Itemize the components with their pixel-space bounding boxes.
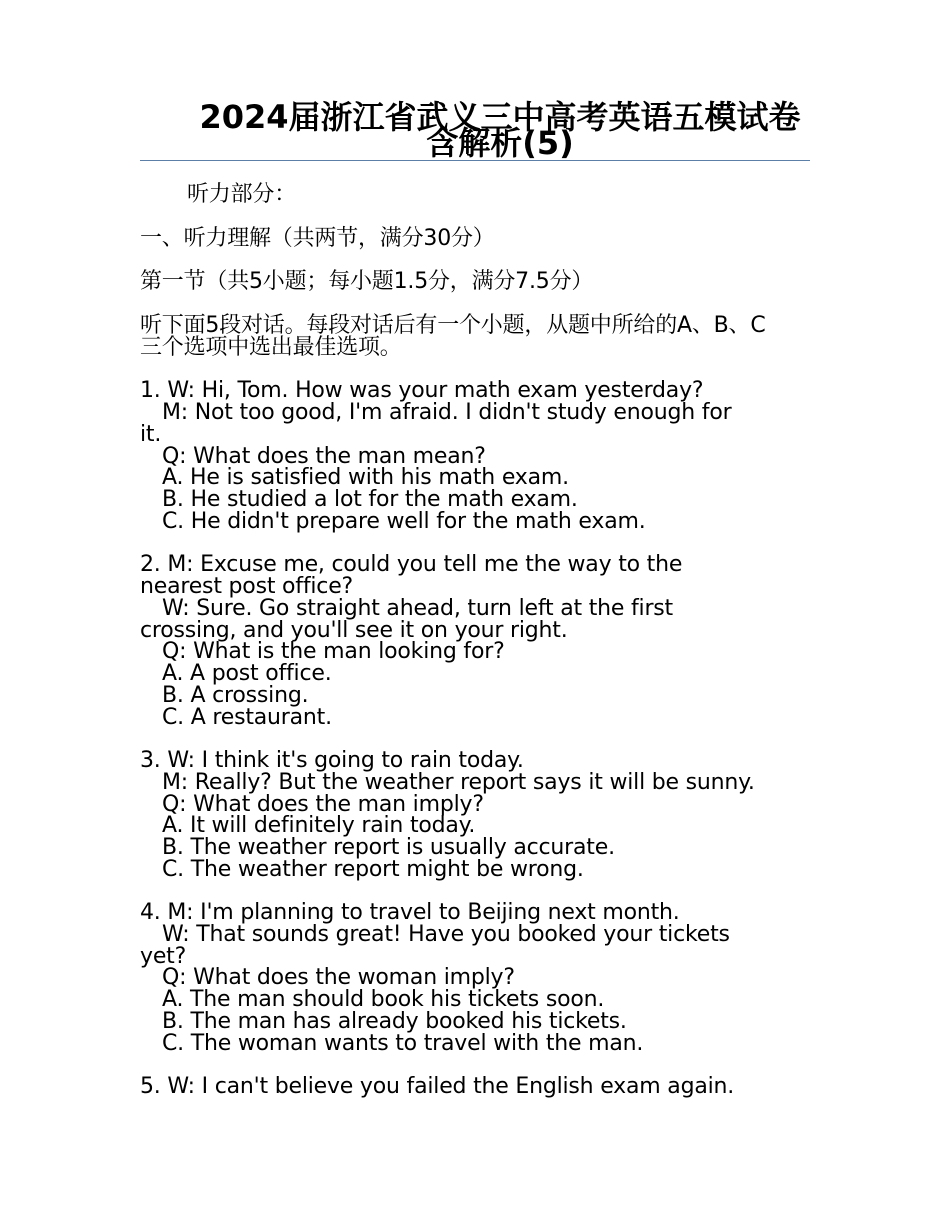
q1-line2: M: Not too good, I'm afraid. I didn't study enough for [162,400,732,425]
q4-line2: W: That sounds great! Have you booked your tickets [162,922,730,947]
section-one-heading: 第一节（共5小题；每小题1.5分，满分7.5分） [140,269,594,294]
section-heading: 听力部分： [187,182,297,207]
q4-question: Q: What does the woman imply? [162,965,515,990]
q2-question: Q: What is the man looking for? [162,639,505,664]
q4-option-a: A. The man should book his tickets soon. [162,987,605,1012]
q4-option-b: B. The man has already booked his tickets. [162,1009,627,1034]
q1-line3: it. [140,422,162,447]
part-one-heading: 一、听力理解（共两节，满分30分） [140,226,495,251]
q4-line1: 4. M: I'm planning to travel to Beijing next month. [140,900,680,925]
q3-question: Q: What does the man imply? [162,792,484,817]
title-underline [140,160,810,161]
q1-option-b: B. He studied a lot for the math exam. [162,487,578,512]
instructions: 听下面5段对话。每段对话后有一个小题，从题中所给的A、B、C三个选项中选出最佳选项。 [140,313,766,360]
document-title: 2024届浙江省武义三中高考英语五模试卷含解析(5) [199,98,801,162]
q1-question: Q: What does the man mean? [162,444,486,469]
q2-line1: 2. M: Excuse me, could you tell me the way to the [140,552,683,577]
q4-option-c: C. The woman wants to travel with the man. [162,1031,644,1056]
q2-line2: nearest post office? [140,574,354,599]
q3-option-a: A. It will definitely rain today. [162,813,476,838]
q2-line3: W: Sure. Go straight ahead, turn left at the first [162,596,673,621]
q3-option-c: C. The weather report might be wrong. [162,857,584,882]
q4-line3: yet? [140,944,187,969]
q1-option-a: A. He is satisfied with his math exam. [162,465,569,490]
q1-line1: 1. W: Hi, Tom. How was your math exam yesterday? [140,378,704,403]
q3-line2: M: Really? But the weather report says it will be sunny. [162,770,755,795]
q3-line1: 3. W: I think it's going to rain today. [140,748,524,773]
q2-option-c: C. A restaurant. [162,705,332,730]
q5-line1: 5. W: I can't believe you failed the English exam again. [140,1074,735,1099]
q2-option-b: B. A crossing. [162,683,309,708]
q2-line4: crossing, and you'll see it on your right. [140,618,568,643]
q2-option-a: A. A post office. [162,661,332,686]
q3-option-b: B. The weather report is usually accurate. [162,835,615,860]
q1-option-c: C. He didn't prepare well for the math exam. [162,509,646,534]
